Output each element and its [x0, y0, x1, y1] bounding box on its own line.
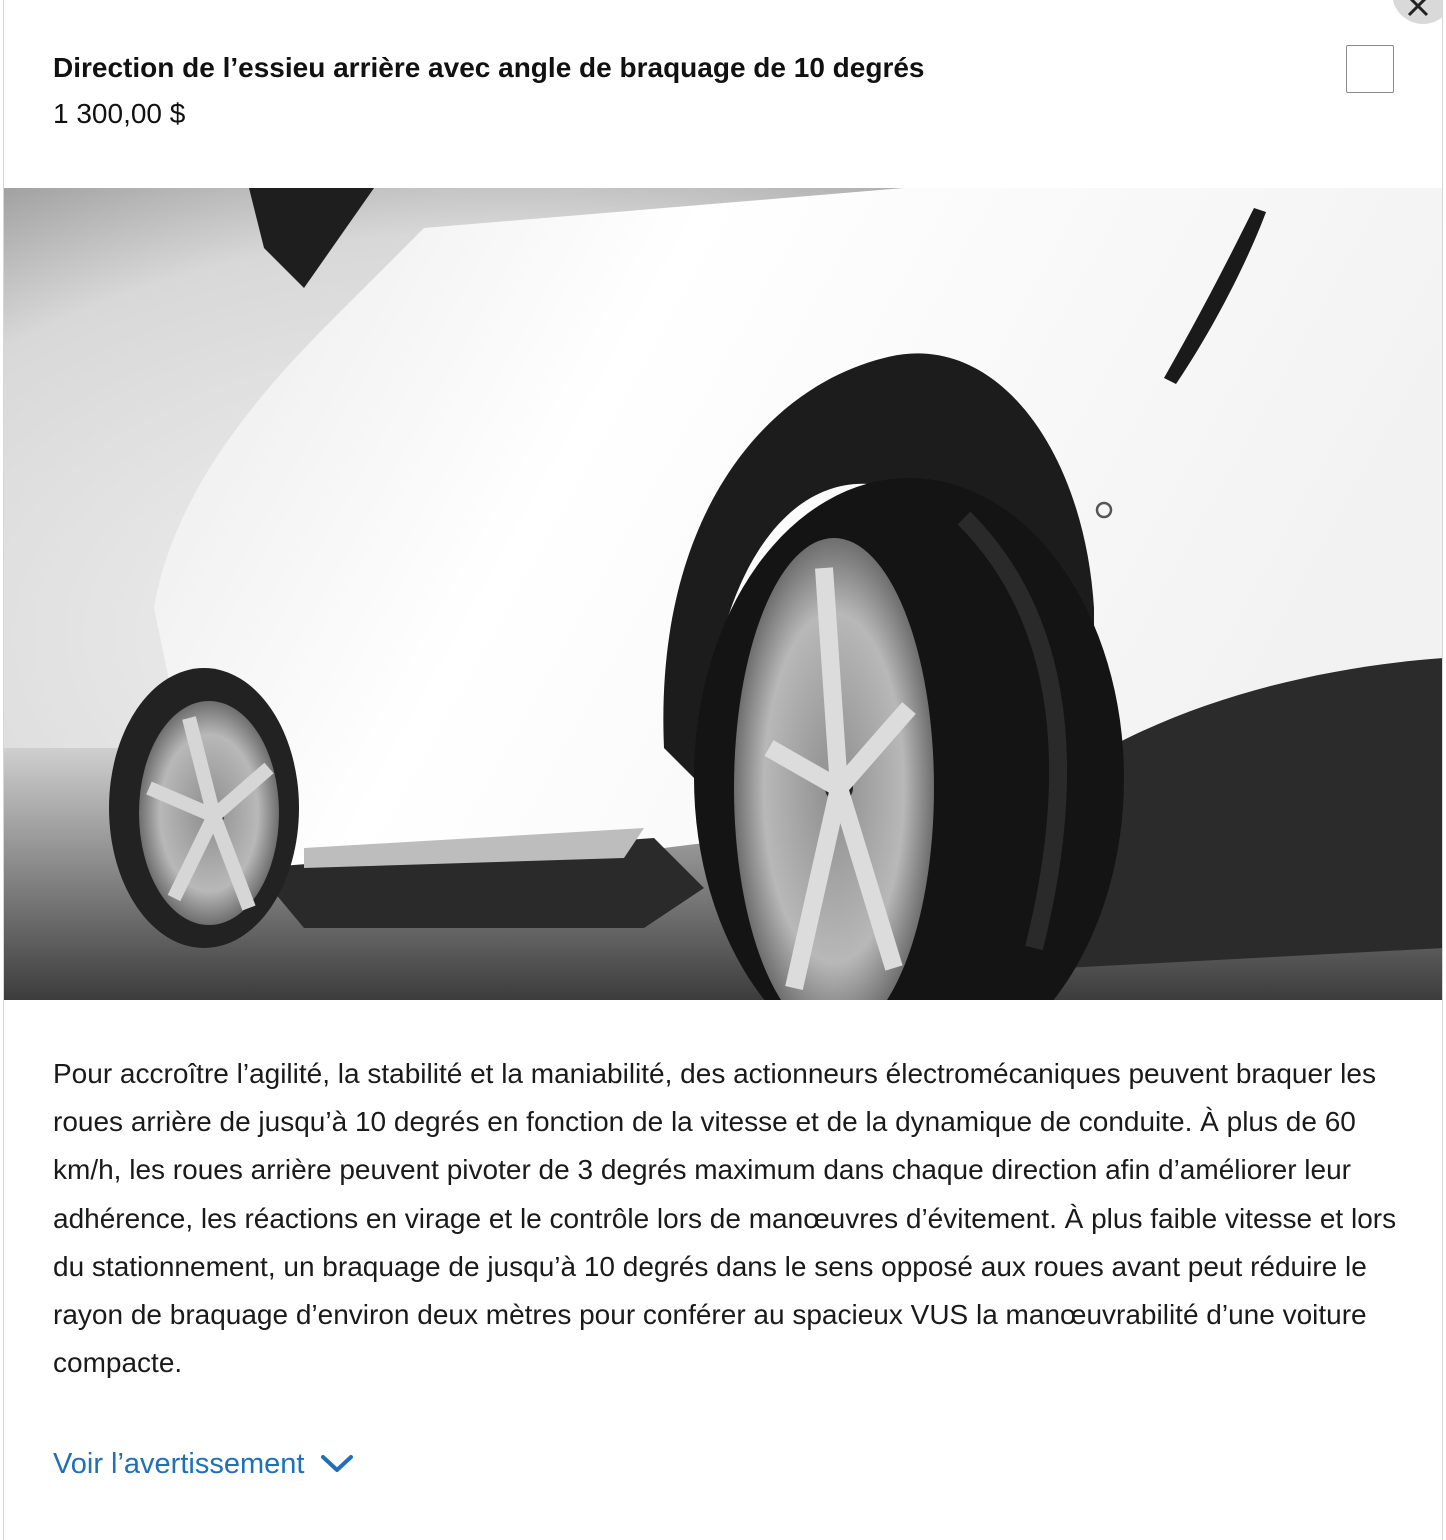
hero-image — [4, 188, 1443, 1000]
close-button[interactable] — [1392, 0, 1443, 24]
option-select-checkbox[interactable] — [1346, 45, 1394, 93]
chevron-down-icon — [320, 1453, 354, 1475]
option-description: Pour accroître l’agilité, la stabilité et la maniabilité, des actionneurs électromécaniques peuvent braquer les roues arrière de jusqu’à 10 degrés en fonction de la vitesse et de la dynamique de conduite. À plus de 60 km/h, les roues arrière peuvent pivoter de 3 degrés maximum dans chaque direction afin d’améliorer leur adhérence, les réactions en virage et le contrôle lors de manœuvres d’évitement. À plus faible vitesse et lors du stationnement, un braquage de jusqu’à 10 degrés dans le sens opposé aux roues avant peut réduire le rayon de braquage d’environ deux mètres pour conférer au spacieux VUS la manœuvrabilité d’une voiture compacte. — [53, 1058, 1397, 1379]
option-header — [53, 46, 1322, 138]
option-price: 1 300,00 $ — [53, 98, 186, 129]
view-warning-toggle[interactable] — [53, 1440, 354, 1488]
close-icon — [1405, 0, 1431, 19]
option-title: Direction de l’essieu arrière avec angle de braquage de 10 degrés — [53, 52, 925, 83]
option-detail-modal — [3, 0, 1443, 1540]
view-warning-label: Voir l’avertissement — [53, 1448, 305, 1480]
suv-rear-wheel-illustration — [4, 188, 1443, 1000]
